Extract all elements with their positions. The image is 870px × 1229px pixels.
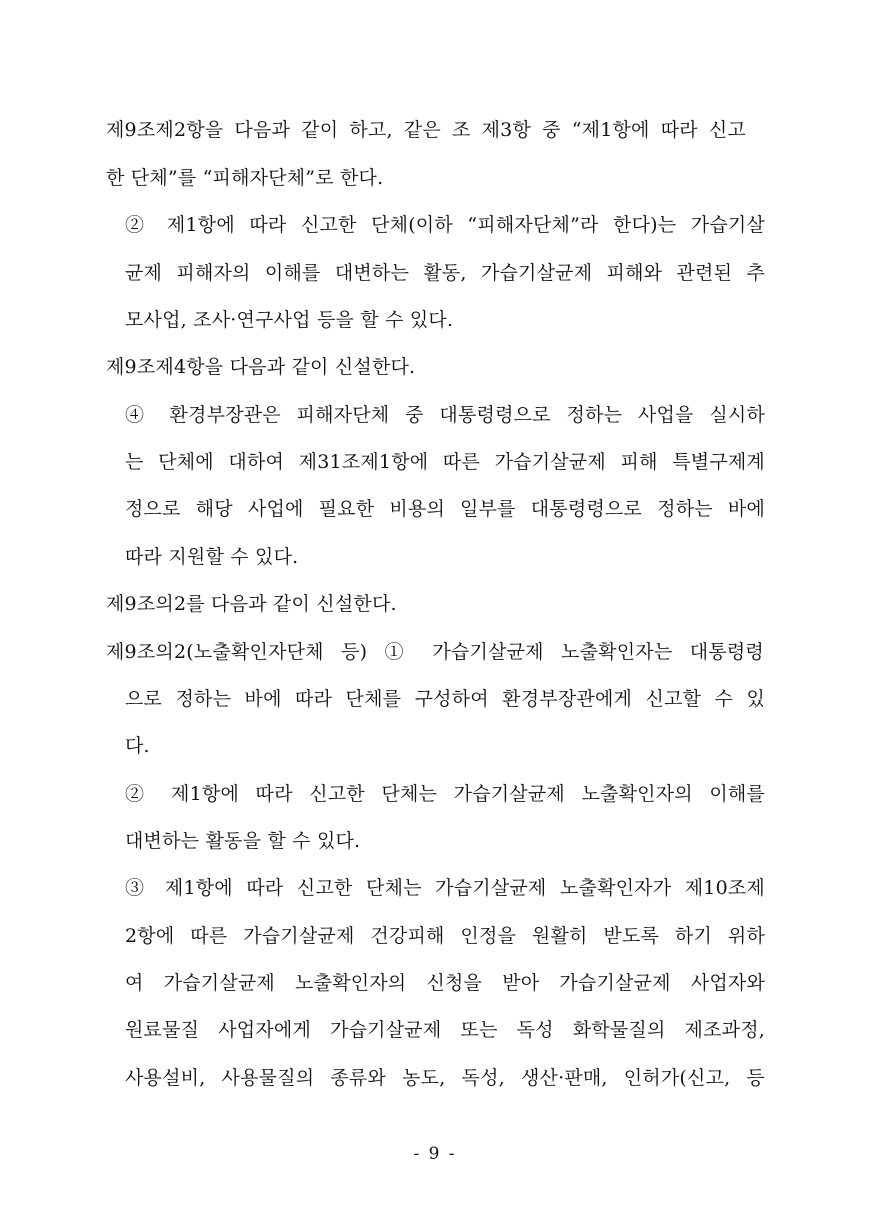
text-line: 따라 지원할 수 있다. [125,546,299,568]
page-number: - 9 - [413,1144,457,1164]
text-line: 사용설비, 사용물질의 종류와 농도, 독성, 생산·판매, 인허가(신고, 등 [125,1067,765,1089]
text-line: ③ 제1항에 따라 신고한 단체는 가습기살균제 노출확인자가 제10조제 [125,877,765,899]
text-line: 는 단체에 대하여 제31조제1항에 따른 가습기살균제 피해 특별구제계 [125,451,765,473]
text-line: 균제 피해자의 이해를 대변하는 활동, 가습기살균제 피해와 관련된 추 [125,262,765,284]
text-line: 제9조의2(노출확인자단체 등) ① 가습기살균제 노출확인자는 대통령령 [106,641,764,663]
text-line: 제9조의2를 다음과 같이 신설한다. [106,593,397,615]
text-line: 여 가습기살균제 노출확인자의 신청을 받아 가습기살균제 사업자와 [125,972,765,994]
text-line: 한 단체”를 “피해자단체”로 한다. [106,167,384,189]
text-line: 모사업, 조사·연구사업 등을 할 수 있다. [125,309,454,331]
text-line: 원료물질 사업자에게 가습기살균제 또는 독성 화학물질의 제조과정, [125,1019,765,1041]
text-line: ② 제1항에 따라 신고한 단체는 가습기살균제 노출확인자의 이해를 [125,783,765,805]
text-line: 다. [125,735,150,757]
text-line: 제9조제2항을 다음과 같이 하고, 같은 조 제3항 중 “제1항에 따라 신고 [106,119,746,141]
text-line: 2항에 따른 가습기살균제 건강피해 인정을 원활히 받도록 하기 위하 [125,925,765,947]
text-line: 대변하는 활동을 할 수 있다. [125,830,361,852]
text-line: ② 제1항에 따라 신고한 단체(이하 “피해자단체”라 한다)는 가습기살 [125,214,765,236]
text-line: 정으로 해당 사업에 필요한 비용의 일부를 대통령령으로 정하는 바에 [125,498,765,520]
text-line: 으로 정하는 바에 따라 단체를 구성하여 환경부장관에게 신고할 수 있 [125,688,765,710]
text-line: 제9조제4항을 다음과 같이 신설한다. [106,356,416,378]
text-line: ④ 환경부장관은 피해자단체 중 대통령령으로 정하는 사업을 실시하 [125,404,765,426]
